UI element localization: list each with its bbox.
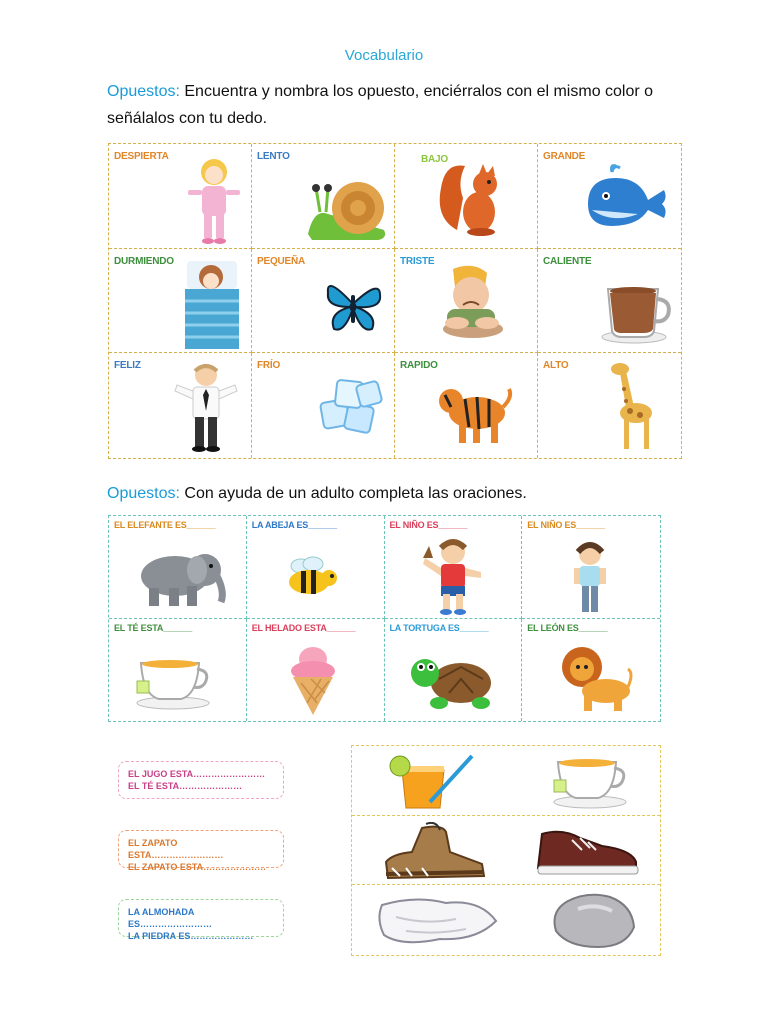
cell-label: EL HELADO ESTA______: [251, 622, 356, 633]
sentence-pill-shoes[interactable]: [118, 830, 284, 872]
grid-cell[interactable]: [385, 516, 523, 619]
cell-label: EL NIÑO ES______: [527, 520, 605, 530]
pair-row[interactable]: [352, 746, 660, 816]
pill-line: LA PIEDRA ES…………………: [128, 931, 254, 941]
sentence-pill-juice-tea[interactable]: [118, 761, 284, 799]
opposites-grid: [108, 143, 682, 459]
instructions-2-lead: Opuestos:: [107, 485, 180, 502]
cell-label: TRISTE: [400, 255, 435, 267]
cell-label: RAPIDO: [400, 360, 438, 372]
cell-label: CALIENTE: [543, 255, 592, 267]
snail-icon: [304, 168, 388, 243]
pillow-icon: [376, 895, 500, 947]
happy-man-icon: [173, 361, 239, 453]
ice-cream-cone-icon: [287, 643, 339, 715]
awake-girl-icon: [184, 152, 244, 247]
boy-icecream-icon: [419, 536, 487, 616]
grid-cell[interactable]: [109, 516, 247, 619]
grid-cell[interactable]: [395, 249, 538, 354]
instructions-2-text: Con ayuda de un adulto completa las oraciones.: [179, 485, 527, 502]
pill-line: EL ZAPATO ESTA…………………: [128, 862, 267, 872]
cell-label: LA ABEJA ES______: [251, 520, 337, 530]
whale-icon: [582, 164, 670, 234]
grid-cell[interactable]: [252, 144, 395, 249]
page-title: Vocabulario: [344, 47, 424, 64]
grid-cell[interactable]: [247, 619, 385, 722]
grid-cell[interactable]: [252, 249, 395, 354]
grid-cell[interactable]: [395, 144, 538, 249]
turtle-icon: [409, 649, 499, 715]
grid-cell[interactable]: [522, 516, 660, 619]
cell-label: GRANDE: [543, 151, 586, 162]
juice-glass-icon: [386, 752, 478, 810]
tea-cup-icon: [133, 655, 213, 711]
tiger-icon: [435, 377, 513, 447]
cell-label: LENTO: [257, 151, 290, 162]
instructions-1-lead: Opuestos:: [107, 83, 180, 100]
cell-label: ALTO: [543, 360, 569, 372]
cell-label: BAJO: [421, 154, 448, 165]
ice-cubes-icon: [316, 375, 386, 437]
cell-label: DURMIENDO: [114, 255, 174, 267]
tea-cup-icon: [548, 754, 632, 810]
pair-row[interactable]: [352, 816, 660, 886]
sleeping-girl-icon: [183, 259, 241, 351]
grid-cell[interactable]: [385, 619, 523, 722]
grid-cell[interactable]: [109, 619, 247, 722]
rock-icon: [548, 891, 638, 949]
cell-label: EL ELEFANTE ES______: [114, 520, 216, 530]
butterfly-icon: [322, 273, 384, 335]
instructions-1: [107, 78, 677, 132]
sentences-grid: [108, 515, 661, 722]
cell-label: PEQUEÑA: [257, 255, 306, 267]
grid-cell[interactable]: [109, 353, 252, 458]
pill-line: EL ZAPATO ESTA……………………: [128, 838, 224, 860]
pill-line: EL JUGO ESTA……………………: [128, 769, 266, 779]
grid-cell[interactable]: [538, 249, 681, 354]
cell-label: FRÍO: [257, 360, 281, 372]
sneaker-icon: [532, 824, 642, 876]
pairs-grid: [351, 745, 661, 956]
sad-boy-icon: [433, 263, 505, 339]
pill-line: EL TÉ ESTA…………………: [128, 781, 243, 791]
giraffe-icon: [608, 361, 658, 451]
grid-cell[interactable]: [538, 144, 681, 249]
cell-label: EL LEÓN ES______: [527, 622, 608, 633]
cell-label: LA TORTUGA ES______: [389, 622, 489, 633]
grid-cell[interactable]: [109, 144, 252, 249]
pill-line: LA ALMOHADA ES……………………: [128, 907, 213, 929]
old-boot-icon: [382, 822, 488, 882]
hot-coffee-icon: [598, 279, 674, 345]
elephant-icon: [125, 540, 229, 610]
lion-icon: [558, 643, 634, 713]
pair-row[interactable]: [352, 885, 660, 955]
grid-cell[interactable]: [247, 516, 385, 619]
grid-cell[interactable]: [395, 353, 538, 458]
boy-icon: [570, 540, 610, 614]
instructions-1-text: Encuentra y nombra los opuesto, enciérralos con el mismo color o señálalos con tu dedo.: [107, 83, 654, 127]
sentence-pill-pillow-rock[interactable]: [118, 899, 284, 941]
grid-cell[interactable]: [109, 249, 252, 354]
grid-cell[interactable]: [538, 353, 681, 458]
cell-label: EL TÉ ESTA______: [114, 622, 193, 633]
cell-label: DESPIERTA: [114, 151, 169, 162]
grid-cell[interactable]: [522, 619, 660, 722]
cell-label: FELIZ: [114, 360, 141, 372]
bee-icon: [281, 556, 341, 596]
instructions-2: [107, 480, 677, 507]
grid-cell[interactable]: [252, 353, 395, 458]
squirrel-icon: [435, 158, 505, 238]
cell-label: EL NIÑO ES______: [389, 520, 468, 530]
